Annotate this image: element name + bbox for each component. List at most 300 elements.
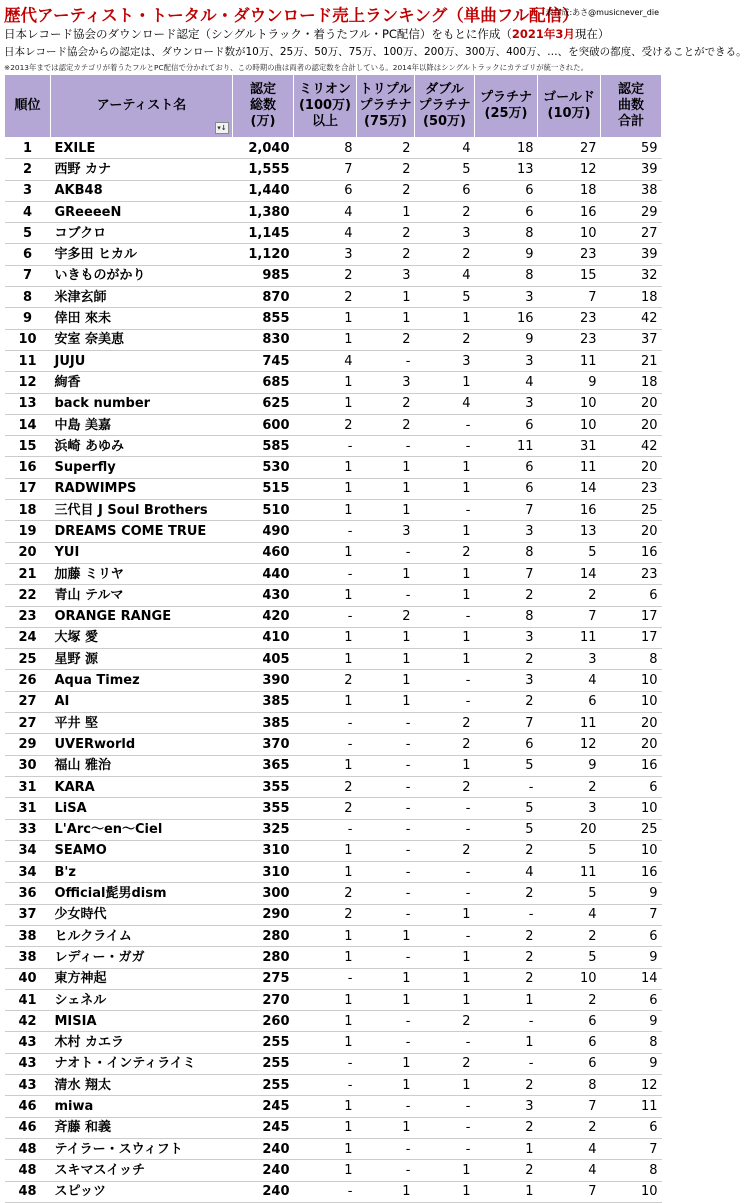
triple-cell: 2 [357,180,415,201]
table-row [5,713,662,734]
gold-cell: 10 [538,414,601,435]
triple-cell: - [357,862,415,883]
rank-cell: 14 [5,414,51,435]
gold-cell: 2 [538,925,601,946]
count-cell: 59 [601,138,662,159]
double-cell: - [415,1138,475,1159]
count-cell: 6 [601,925,662,946]
rank-cell: 2 [5,159,51,180]
artist-cell: 星野 源 [51,649,233,670]
platinum-cell: 6 [475,180,538,201]
artist-cell: KARA [51,776,233,797]
artist-cell: 大塚 愛 [51,627,233,648]
gold-cell: 7 [538,287,601,308]
platinum-cell: 7 [475,563,538,584]
rank-cell: 37 [5,904,51,925]
rank-cell: 10 [5,329,51,350]
rank-cell: 17 [5,478,51,499]
million-cell: - [294,734,357,755]
total-cell: 275 [233,968,294,989]
million-cell: - [294,606,357,627]
rank-cell: 26 [5,670,51,691]
triple-cell: - [357,904,415,925]
platinum-cell: 3 [475,393,538,414]
double-cell: - [415,1032,475,1053]
count-cell: 16 [601,755,662,776]
count-cell: 16 [601,542,662,563]
gold-cell: 14 [538,563,601,584]
total-cell: 245 [233,1096,294,1117]
triple-cell: 1 [357,457,415,478]
table-row [5,436,662,457]
count-cell: 42 [601,436,662,457]
total-cell: 430 [233,585,294,606]
double-cell: 2 [415,329,475,350]
total-cell: 260 [233,1011,294,1032]
million-cell: 1 [294,947,357,968]
double-cell: 1 [415,989,475,1010]
triple-cell: 1 [357,1117,415,1138]
count-cell: 32 [601,265,662,286]
gold-cell: 5 [538,883,601,904]
artist-cell: 絢香 [51,372,233,393]
artist-cell: 清水 翔太 [51,1075,233,1096]
platinum-cell: - [475,776,538,797]
table-row [5,776,662,797]
platinum-cell: 16 [475,308,538,329]
count-cell: 20 [601,457,662,478]
count-cell: 29 [601,201,662,222]
million-cell: 1 [294,457,357,478]
artist-cell: Aqua Timez [51,670,233,691]
rank-cell: 43 [5,1075,51,1096]
triple-cell: 3 [357,521,415,542]
count-cell: 6 [601,1117,662,1138]
total-cell: 855 [233,308,294,329]
million-cell: 2 [294,776,357,797]
rank-cell: 42 [5,1011,51,1032]
count-cell: 10 [601,1181,662,1202]
total-cell: 390 [233,670,294,691]
total-cell: 240 [233,1138,294,1159]
table-row [5,1075,662,1096]
triple-cell: 3 [357,265,415,286]
double-cell: - [415,500,475,521]
platinum-cell: 9 [475,329,538,350]
artist-cell: 宇多田 ヒカル [51,244,233,265]
platinum-cell: 7 [475,713,538,734]
table-row [5,925,662,946]
artist-cell: SEAMO [51,840,233,861]
platinum-cell: 2 [475,925,538,946]
table-row [5,840,662,861]
artist-cell: 西野 カナ [51,159,233,180]
total-cell: 410 [233,627,294,648]
count-cell: 7 [601,904,662,925]
gold-cell: 5 [538,947,601,968]
gold-cell: 10 [538,223,601,244]
artist-cell: コブクロ [51,223,233,244]
double-cell: - [415,862,475,883]
count-cell: 21 [601,350,662,371]
million-cell: - [294,436,357,457]
platinum-cell: 1 [475,1138,538,1159]
million-cell: 1 [294,627,357,648]
gold-cell: 4 [538,1138,601,1159]
million-cell: 2 [294,265,357,286]
triple-cell: - [357,734,415,755]
triple-cell: 1 [357,287,415,308]
table-row [5,606,662,627]
count-cell: 42 [601,308,662,329]
artist-cell: いきものがかり [51,265,233,286]
double-cell: 5 [415,287,475,308]
total-cell: 280 [233,947,294,968]
double-cell: - [415,436,475,457]
rank-cell: 34 [5,840,51,861]
total-cell: 255 [233,1053,294,1074]
gold-cell: 4 [538,904,601,925]
header-count: 認定 曲数 合計 [601,75,662,138]
million-cell: 1 [294,585,357,606]
rank-cell: 46 [5,1117,51,1138]
rank-cell: 27 [5,691,51,712]
million-cell: 1 [294,329,357,350]
triple-cell: 2 [357,393,415,414]
platinum-cell: - [475,1011,538,1032]
million-cell: 1 [294,308,357,329]
triple-cell: 1 [357,649,415,670]
rank-cell: 48 [5,1181,51,1202]
total-cell: 355 [233,798,294,819]
million-cell: 2 [294,883,357,904]
count-cell: 10 [601,798,662,819]
table-row [5,627,662,648]
rank-cell: 15 [5,436,51,457]
artist-cell: 東方神起 [51,968,233,989]
gold-cell: 23 [538,329,601,350]
million-cell: 1 [294,1138,357,1159]
total-cell: 325 [233,819,294,840]
triple-cell: 1 [357,670,415,691]
subtitle-2: 日本レコード協会からの認定は、ダウンロード数が10万、25万、50万、75万、100万、200万、300万、400万、…、を突破の都度、受けることができる。 [4,46,747,58]
gold-cell: 2 [538,989,601,1010]
count-cell: 16 [601,862,662,883]
million-cell: 1 [294,542,357,563]
rank-cell: 24 [5,627,51,648]
gold-cell: 10 [538,393,601,414]
million-cell: 1 [294,478,357,499]
triple-cell: 1 [357,308,415,329]
gold-cell: 5 [538,542,601,563]
table-row [5,223,662,244]
rank-cell: 7 [5,265,51,286]
rank-cell: 46 [5,1096,51,1117]
footnote: ※2013年までは認定カテゴリが着うたフルとPC配信で分かれており、この時期の曲は両者の認定数を合計している。2014年以降はシングルトラックにカテゴリが統一された。 [4,63,588,72]
artist-cell: UVERworld [51,734,233,755]
platinum-cell: 18 [475,138,538,159]
count-cell: 20 [601,521,662,542]
rank-cell: 9 [5,308,51,329]
artist-cell: 斉藤 和義 [51,1117,233,1138]
count-cell: 39 [601,159,662,180]
table-row [5,414,662,435]
total-cell: 370 [233,734,294,755]
double-cell: 1 [415,649,475,670]
total-cell: 510 [233,500,294,521]
triple-cell: - [357,350,415,371]
platinum-cell: 2 [475,1117,538,1138]
triple-cell: - [357,819,415,840]
platinum-cell: 5 [475,755,538,776]
triple-cell: 1 [357,1075,415,1096]
total-cell: 1,145 [233,223,294,244]
platinum-cell: 1 [475,989,538,1010]
million-cell: 1 [294,372,357,393]
artist-cell: 木村 カエラ [51,1032,233,1053]
gold-cell: 4 [538,670,601,691]
count-cell: 9 [601,947,662,968]
count-cell: 10 [601,670,662,691]
total-cell: 1,555 [233,159,294,180]
double-cell: - [415,819,475,840]
table-row [5,500,662,521]
triple-cell: 2 [357,159,415,180]
count-cell: 9 [601,1011,662,1032]
artist-cell: 倖田 來未 [51,308,233,329]
artist-cell: 安室 奈美恵 [51,329,233,350]
total-cell: 300 [233,883,294,904]
count-cell: 8 [601,649,662,670]
million-cell: 1 [294,925,357,946]
rank-cell: 48 [5,1160,51,1181]
double-cell: - [415,606,475,627]
total-cell: 355 [233,776,294,797]
gold-cell: 6 [538,1032,601,1053]
million-cell: 1 [294,500,357,521]
table-row [5,308,662,329]
total-cell: 870 [233,287,294,308]
platinum-cell: 8 [475,223,538,244]
million-cell: 1 [294,1117,357,1138]
table-row [5,138,662,159]
count-cell: 17 [601,627,662,648]
artist-cell: ナオト・インティライミ [51,1053,233,1074]
artist-cell: Official髭男dism [51,883,233,904]
count-cell: 11 [601,1096,662,1117]
million-cell: - [294,1075,357,1096]
triple-cell: - [357,1138,415,1159]
platinum-cell: 4 [475,372,538,393]
million-cell: 1 [294,862,357,883]
artist-cell: GReeeeN [51,201,233,222]
table-row [5,265,662,286]
platinum-cell: 2 [475,840,538,861]
artist-cell: AI [51,691,233,712]
rank-cell: 31 [5,776,51,797]
million-cell: 1 [294,755,357,776]
total-cell: 290 [233,904,294,925]
triple-cell: 2 [357,223,415,244]
page-title: 歴代アーティスト・トータル・ダウンロード売上ランキング（単曲フル配信） [4,6,579,25]
rank-cell: 40 [5,968,51,989]
credit-text: 表作成:あさ@musicnever_die [545,8,659,17]
triple-cell: - [357,1160,415,1181]
table-row [5,1053,662,1074]
total-cell: 385 [233,713,294,734]
artist-cell: ORANGE RANGE [51,606,233,627]
gold-cell: 11 [538,457,601,478]
rank-cell: 38 [5,947,51,968]
artist-cell: MISIA [51,1011,233,1032]
gold-cell: 10 [538,968,601,989]
platinum-cell: 7 [475,500,538,521]
platinum-cell: 3 [475,287,538,308]
double-cell: 1 [415,968,475,989]
total-cell: 745 [233,350,294,371]
table-row [5,798,662,819]
table-row [5,947,662,968]
total-cell: 440 [233,563,294,584]
platinum-cell: 8 [475,542,538,563]
double-cell: 4 [415,393,475,414]
count-cell: 17 [601,606,662,627]
double-cell: 2 [415,840,475,861]
count-cell: 6 [601,776,662,797]
million-cell: - [294,968,357,989]
triple-cell: - [357,1011,415,1032]
million-cell: 2 [294,287,357,308]
platinum-cell: 3 [475,350,538,371]
double-cell: 1 [415,1075,475,1096]
count-cell: 9 [601,883,662,904]
total-cell: 600 [233,414,294,435]
table-row [5,350,662,371]
platinum-cell: - [475,904,538,925]
platinum-cell: 5 [475,819,538,840]
table-row [5,883,662,904]
double-cell: 1 [415,1181,475,1202]
count-cell: 8 [601,1032,662,1053]
artist-cell: 福山 雅治 [51,755,233,776]
rank-cell: 36 [5,883,51,904]
total-cell: 310 [233,862,294,883]
header-gold: ゴールド (10万) [538,75,601,138]
million-cell: 1 [294,691,357,712]
count-cell: 25 [601,819,662,840]
million-cell: 1 [294,1160,357,1181]
count-cell: 14 [601,968,662,989]
header-triple: トリプル プラチナ (75万) [357,75,415,138]
header-rank: 順位 [5,75,51,138]
platinum-cell: 2 [475,968,538,989]
triple-cell: 2 [357,414,415,435]
double-cell: - [415,883,475,904]
artist-cell: 三代目 J Soul Brothers [51,500,233,521]
million-cell: 1 [294,989,357,1010]
artist-cell: AKB48 [51,180,233,201]
count-cell: 23 [601,563,662,584]
table-row [5,1096,662,1117]
count-cell: 9 [601,1053,662,1074]
rank-cell: 8 [5,287,51,308]
count-cell: 37 [601,329,662,350]
count-cell: 18 [601,372,662,393]
double-cell: - [415,1117,475,1138]
total-cell: 460 [233,542,294,563]
triple-cell: 1 [357,563,415,584]
triple-cell: - [357,713,415,734]
platinum-cell: 6 [475,457,538,478]
gold-cell: 31 [538,436,601,457]
platinum-cell: 9 [475,244,538,265]
platinum-cell: 2 [475,883,538,904]
total-cell: 830 [233,329,294,350]
double-cell: 1 [415,904,475,925]
gold-cell: 6 [538,1053,601,1074]
total-cell: 530 [233,457,294,478]
triple-cell: - [357,883,415,904]
platinum-cell: 6 [475,734,538,755]
double-cell: 1 [415,478,475,499]
rank-cell: 27 [5,713,51,734]
gold-cell: 6 [538,1011,601,1032]
million-cell: - [294,563,357,584]
platinum-cell: 1 [475,1181,538,1202]
gold-cell: 7 [538,1181,601,1202]
million-cell: 2 [294,798,357,819]
rank-cell: 13 [5,393,51,414]
double-cell: 4 [415,265,475,286]
triple-cell: 1 [357,691,415,712]
double-cell: 1 [415,372,475,393]
artist-cell: シェネル [51,989,233,1010]
table-row [5,1032,662,1053]
subtitle-date: 2021年3月 [511,27,575,41]
count-cell: 25 [601,500,662,521]
count-cell: 20 [601,713,662,734]
rank-cell: 38 [5,925,51,946]
platinum-cell: 8 [475,606,538,627]
total-cell: 685 [233,372,294,393]
double-cell: - [415,1096,475,1117]
rank-cell: 1 [5,138,51,159]
table-row [5,585,662,606]
table-row [5,542,662,563]
platinum-cell: 13 [475,159,538,180]
gold-cell: 2 [538,1117,601,1138]
double-cell: 2 [415,734,475,755]
triple-cell: - [357,776,415,797]
table-row [5,244,662,265]
total-cell: 280 [233,925,294,946]
gold-cell: 11 [538,862,601,883]
total-cell: 255 [233,1075,294,1096]
rank-cell: 34 [5,862,51,883]
count-cell: 6 [601,585,662,606]
million-cell: 1 [294,1011,357,1032]
artist-cell: 米津玄師 [51,287,233,308]
double-cell: 1 [415,627,475,648]
total-cell: 405 [233,649,294,670]
gold-cell: 3 [538,649,601,670]
table-row [5,201,662,222]
million-cell: - [294,521,357,542]
rank-cell: 23 [5,606,51,627]
table-row [5,478,662,499]
dropdown-filter-icon[interactable]: ▾↓ [215,122,229,134]
gold-cell: 7 [538,1096,601,1117]
